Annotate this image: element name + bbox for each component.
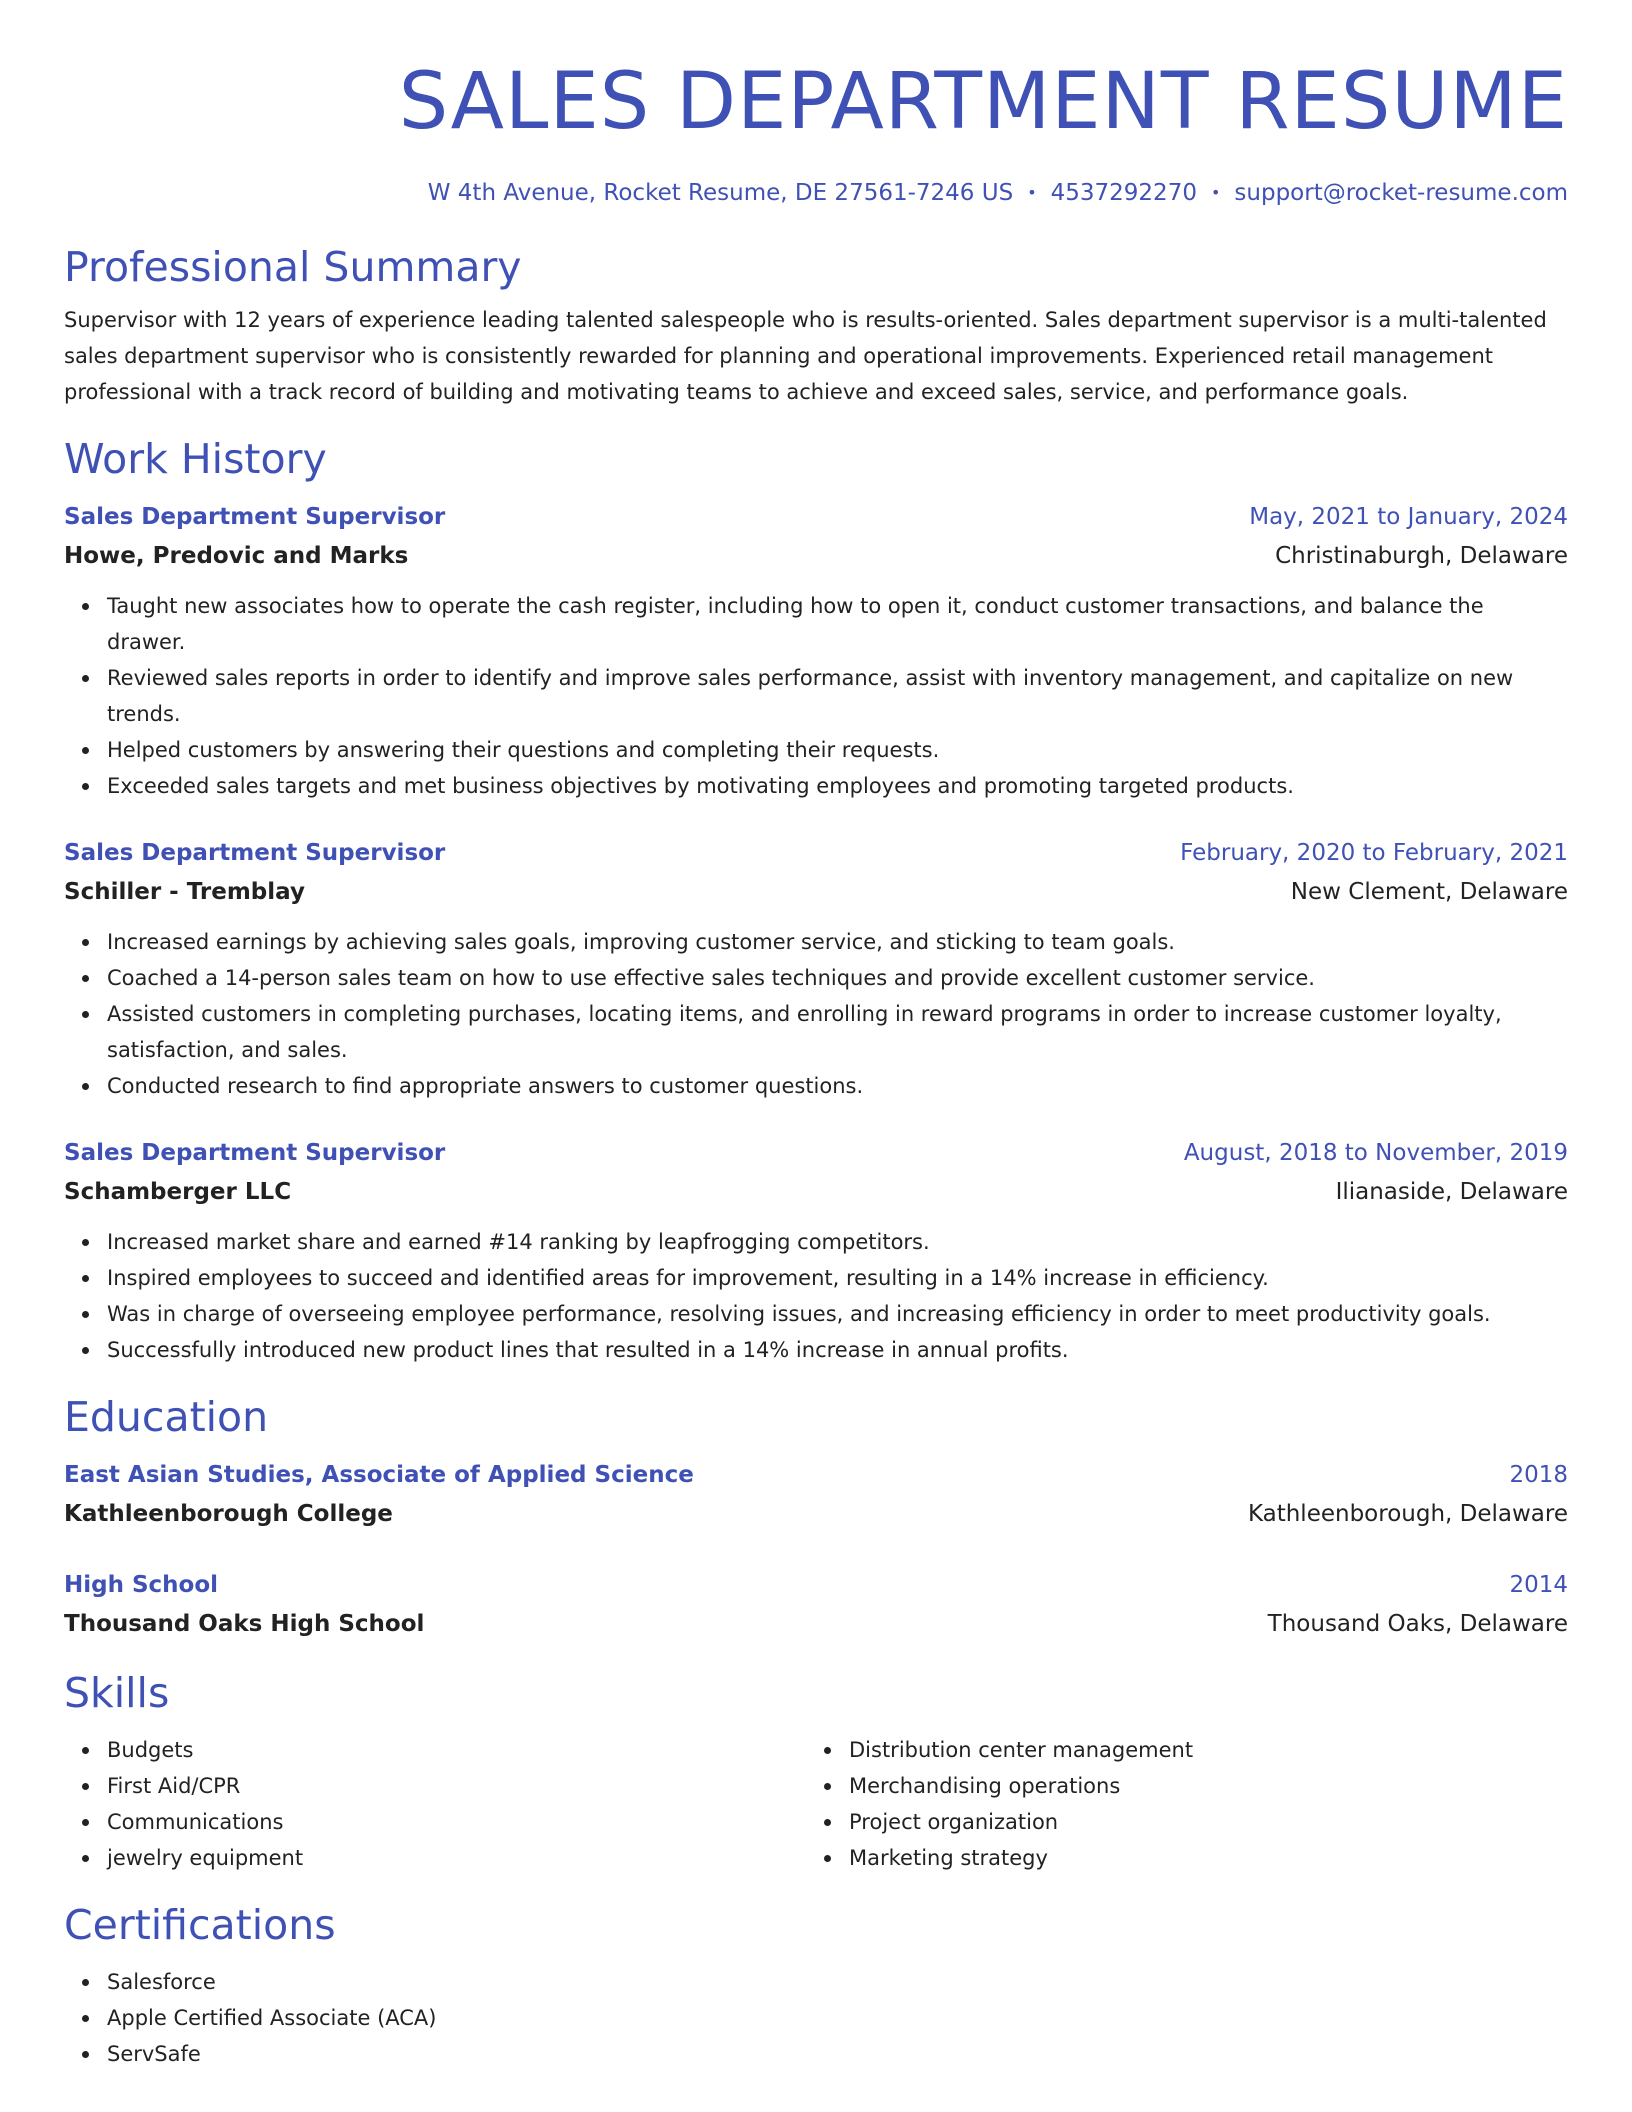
degree-title: High School bbox=[64, 1572, 219, 1598]
job-bullets bbox=[64, 588, 1568, 804]
contact-address: W 4th Avenue, Rocket Resume, DE 27561-7246 US bbox=[427, 180, 1014, 206]
job-company: Howe, Predovic and Marks bbox=[64, 543, 409, 569]
job-bullet: Increased earnings by achieving sales goals, improving customer service, and sticking to team goals. bbox=[107, 924, 1568, 960]
job-bullet: Exceeded sales targets and met business objectives by motivating employees and promoting targeted products. bbox=[107, 768, 1568, 804]
education-entry bbox=[64, 1456, 1568, 1534]
degree-year: 2014 bbox=[1509, 1572, 1568, 1598]
certifications-section bbox=[64, 1898, 1568, 2072]
education-section bbox=[64, 1390, 1568, 1644]
degree-year: 2018 bbox=[1509, 1462, 1568, 1488]
job-title: Sales Department Supervisor bbox=[64, 840, 446, 866]
skills-column-right bbox=[806, 1720, 1548, 1876]
contact-separator: • bbox=[1210, 183, 1221, 202]
job-bullet: Helped customers by answering their questions and completing their requests. bbox=[107, 732, 1568, 768]
job-entry bbox=[64, 498, 1568, 804]
skill-item: Communications bbox=[107, 1804, 806, 1840]
contact-separator: • bbox=[1027, 183, 1037, 202]
degree-title: East Asian Studies, Associate of Applied Science bbox=[64, 1462, 694, 1488]
skill-item: jewelry equipment bbox=[107, 1840, 806, 1876]
skill-item: Marketing strategy bbox=[849, 1840, 1548, 1876]
skills-list bbox=[64, 1732, 806, 1876]
summary-heading: Professional Summary bbox=[64, 243, 522, 291]
education-entry bbox=[64, 1566, 1568, 1644]
job-entry bbox=[64, 834, 1568, 1104]
skill-item: Budgets bbox=[107, 1732, 806, 1768]
job-bullets bbox=[64, 924, 1568, 1104]
resume-title: SALES DEPARTMENT RESUME bbox=[398, 57, 1568, 147]
summary-text: Supervisor with 12 years of experience leading talented salespeople who is results-oriented. Sales department supervisor is a multi-talented sales department supervisor who is consistently rewarded for planning and operational improvements. Experienced retail management professional with a track record of building and motivating teams to achieve and exceed sales, service, and performance goals. bbox=[64, 308, 1547, 404]
certification-item: Apple Certified Associate (ACA) bbox=[107, 2000, 1568, 2036]
education-heading: Education bbox=[64, 1393, 269, 1441]
summary-section bbox=[64, 240, 1568, 410]
certification-item: Salesforce bbox=[107, 1964, 1568, 2000]
skill-item: Merchandising operations bbox=[849, 1768, 1548, 1804]
job-bullet: Assisted customers in completing purchases, locating items, and enrolling in reward programs in order to increase customer loyalty, satisfaction, and sales. bbox=[107, 996, 1568, 1068]
contact-phone: 4537292270 bbox=[1050, 180, 1197, 206]
job-bullet: Coached a 14-person sales team on how to use effective sales techniques and provide excellent customer service. bbox=[107, 960, 1568, 996]
skills-heading: Skills bbox=[64, 1669, 170, 1717]
job-bullet: Increased market share and earned #14 ranking by leapfrogging competitors. bbox=[107, 1224, 1568, 1260]
job-dates: May, 2021 to January, 2024 bbox=[1249, 504, 1568, 530]
school-location: Kathleenborough, Delaware bbox=[1247, 1501, 1568, 1527]
skills-section bbox=[64, 1666, 1568, 1876]
job-bullet: Successfully introduced new product lines that resulted in a 14% increase in annual profits. bbox=[107, 1332, 1568, 1368]
job-location: Ilianaside, Delaware bbox=[1335, 1179, 1568, 1205]
school-location: Thousand Oaks, Delaware bbox=[1267, 1611, 1568, 1637]
job-company: Schamberger LLC bbox=[64, 1179, 292, 1205]
skills-columns bbox=[64, 1720, 1568, 1876]
job-bullet: Inspired employees to succeed and identified areas for improvement, resulting in a 14% increase in efficiency. bbox=[107, 1260, 1568, 1296]
job-dates: February, 2020 to February, 2021 bbox=[1180, 840, 1568, 866]
resume-header bbox=[64, 52, 1568, 208]
contact-line bbox=[64, 178, 1568, 208]
job-location: Christinaburgh, Delaware bbox=[1275, 543, 1568, 569]
work-history-section bbox=[64, 432, 1568, 1368]
job-bullet: Was in charge of overseeing employee performance, resolving issues, and increasing efficiency in order to meet productivity goals. bbox=[107, 1296, 1568, 1332]
skill-item: Distribution center management bbox=[849, 1732, 1548, 1768]
job-location: New Clement, Delaware bbox=[1290, 879, 1568, 905]
skill-item: Project organization bbox=[849, 1804, 1548, 1840]
skill-item: First Aid/CPR bbox=[107, 1768, 806, 1804]
school-name: Kathleenborough College bbox=[64, 1501, 393, 1527]
job-company: Schiller - Tremblay bbox=[64, 879, 305, 905]
job-bullet: Taught new associates how to operate the cash register, including how to open it, conduct customer transactions, and balance the drawer. bbox=[107, 588, 1568, 660]
job-bullets bbox=[64, 1224, 1568, 1368]
job-dates: August, 2018 to November, 2019 bbox=[1183, 1140, 1568, 1166]
certifications-heading: Certifications bbox=[64, 1901, 336, 1949]
certifications-list bbox=[64, 1964, 1568, 2072]
job-entry bbox=[64, 1134, 1568, 1368]
job-bullet: Reviewed sales reports in order to identify and improve sales performance, assist with inventory management, and capitalize on new trends. bbox=[107, 660, 1568, 732]
contact-email: support@rocket-resume.com bbox=[1234, 180, 1568, 206]
school-name: Thousand Oaks High School bbox=[64, 1611, 425, 1637]
work-history-heading: Work History bbox=[64, 435, 327, 483]
certification-item: ServSafe bbox=[107, 2036, 1568, 2072]
skills-list bbox=[806, 1732, 1548, 1876]
job-title: Sales Department Supervisor bbox=[64, 504, 446, 530]
job-bullet: Conducted research to find appropriate answers to customer questions. bbox=[107, 1068, 1568, 1104]
skills-column-left bbox=[64, 1720, 806, 1876]
job-title: Sales Department Supervisor bbox=[64, 1140, 446, 1166]
